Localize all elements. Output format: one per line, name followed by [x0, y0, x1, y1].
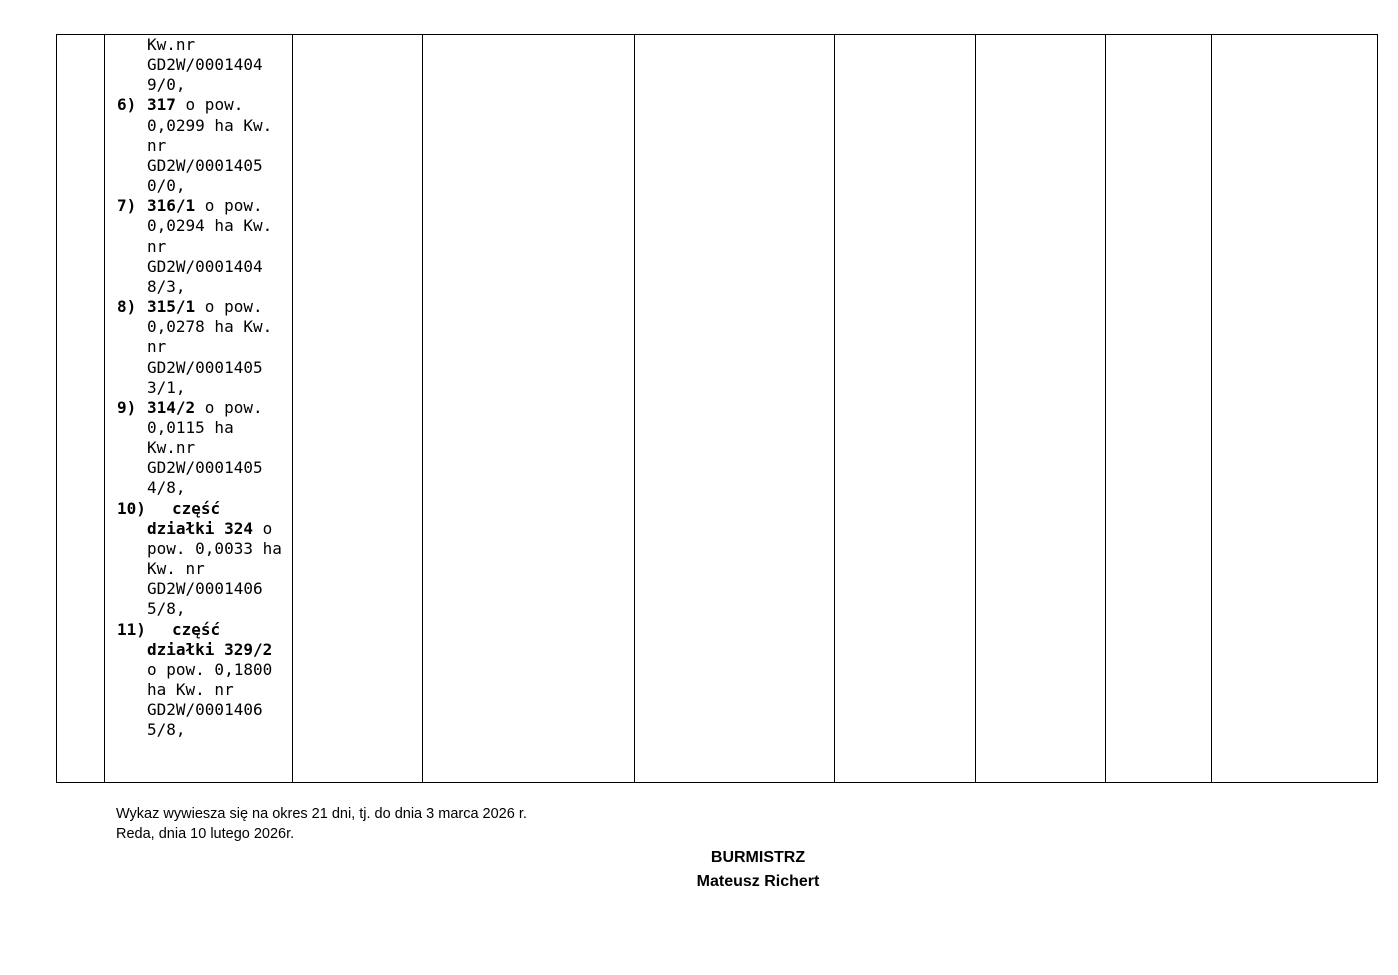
list-item	[117, 620, 292, 741]
table-cell-empty	[423, 35, 635, 783]
list-item	[117, 95, 292, 196]
item-line: GD2W/0001405	[147, 458, 263, 478]
signature-title: BURMISTRZ	[710, 849, 806, 866]
parcel-list	[105, 35, 292, 740]
item-line: GD2W/0001406	[147, 579, 263, 599]
list-item-continuation	[117, 35, 292, 95]
item-line: nr	[147, 236, 167, 256]
table-cell-empty	[1106, 35, 1212, 783]
parcel-table-wrapper	[56, 34, 1377, 783]
signature-name: Mateusz Richert	[696, 873, 820, 890]
parcel-number: 315/1	[147, 297, 196, 317]
list-item	[117, 499, 292, 620]
item-line: 5/8,	[147, 720, 186, 740]
list-item	[117, 297, 292, 398]
parcel-number: 316/1	[147, 196, 196, 216]
item-line: GD2W/0001405	[147, 155, 263, 175]
table-cell-empty	[976, 35, 1106, 783]
item-line: 0/0,	[147, 176, 186, 196]
footer-posting-period: Wykaz wywiesza się na okres 21 dni, tj. do dnia 3 marca 2026 r.	[116, 806, 527, 822]
item-number: 9)	[117, 397, 137, 417]
item-bold-text: część	[172, 619, 221, 639]
item-number: 7)	[117, 196, 137, 216]
parcel-number: działki 324	[147, 518, 253, 538]
item-text: o pow.	[195, 397, 263, 417]
item-line: o pow. 0,1800	[147, 659, 273, 679]
item-number: 11)	[117, 619, 146, 639]
item-text: o pow.	[175, 95, 244, 115]
item-line: GD2W/0001406	[147, 700, 263, 720]
table-cell-parcels	[105, 35, 293, 783]
footer-place-date: Reda, dnia 10 lutego 2026r.	[116, 826, 295, 842]
footer-note	[116, 804, 527, 844]
item-line: 8/3,	[147, 276, 186, 296]
item-line: 0,0115 ha	[147, 417, 234, 437]
table-cell-empty	[635, 35, 835, 783]
item-line: Kw.nr	[147, 438, 196, 458]
item-line: nr	[147, 135, 167, 155]
parcel-table	[56, 34, 1378, 783]
item-line: pow. 0,0033 ha	[147, 538, 282, 558]
signature-block	[0, 846, 1398, 894]
item-line: 4/8,	[147, 478, 186, 498]
list-item	[117, 196, 292, 297]
item-text: o	[252, 518, 273, 538]
item-line: Kw. nr	[147, 559, 205, 579]
item-line: 3/1,	[147, 377, 186, 397]
item-number: 10)	[117, 498, 146, 518]
table-cell-empty	[835, 35, 976, 783]
item-line: ha Kw. nr	[147, 680, 234, 699]
item-line: 5/8,	[147, 599, 186, 619]
item-line: 0,0299 ha Kw.	[147, 115, 273, 135]
item-line: 0,0294 ha Kw.	[147, 216, 273, 236]
item-number: 6)	[117, 95, 137, 115]
table-row	[57, 35, 1378, 783]
table-cell-empty	[1212, 35, 1378, 783]
item-text: o pow.	[195, 297, 263, 317]
table-cell-empty	[293, 35, 423, 783]
list-item	[117, 398, 292, 499]
parcel-number: działki 329/2	[147, 639, 273, 659]
continuation-line: 9/0,	[147, 75, 186, 95]
continuation-line: Kw.nr	[147, 35, 196, 54]
item-text: o pow.	[195, 196, 263, 216]
continuation-line: GD2W/0001404	[147, 55, 263, 75]
item-line: nr	[147, 337, 167, 357]
item-bold-text: część	[172, 498, 221, 518]
table-cell-lp	[57, 35, 105, 783]
item-line: GD2W/0001404	[147, 256, 263, 276]
parcel-number: 317	[147, 95, 176, 115]
parcel-number: 314/2	[147, 397, 196, 417]
item-line: GD2W/0001405	[147, 357, 263, 377]
item-line: 0,0278 ha Kw.	[147, 317, 273, 337]
item-number: 8)	[117, 297, 137, 317]
